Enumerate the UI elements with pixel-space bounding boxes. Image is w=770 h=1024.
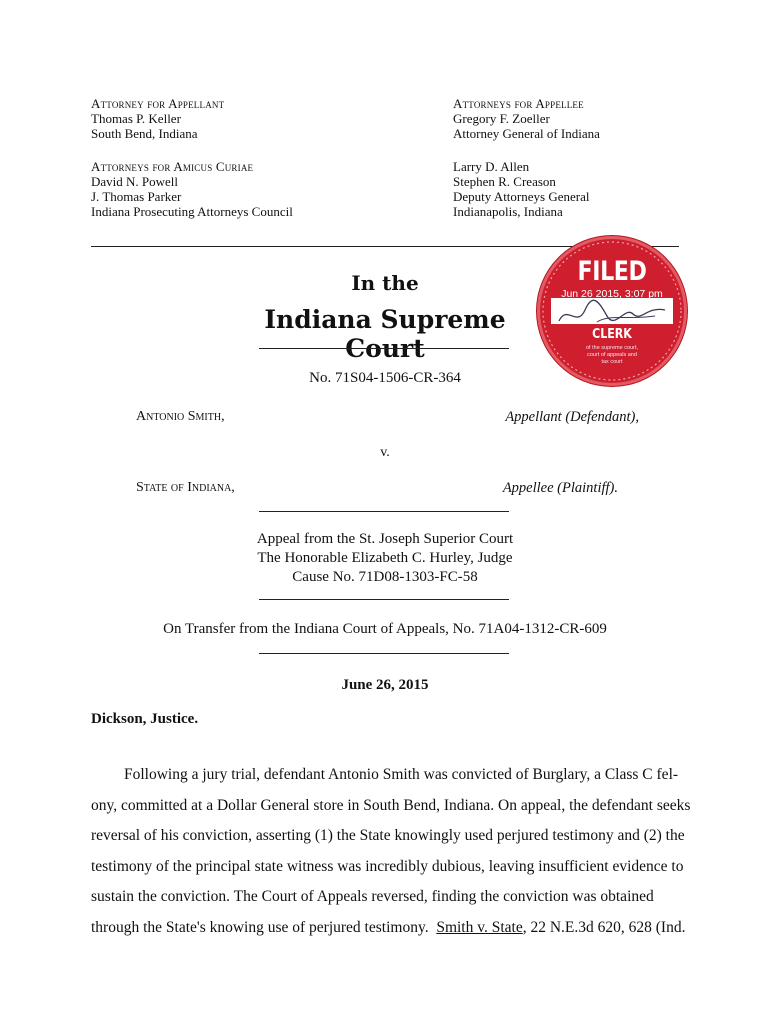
court-title-line1: In the (351, 271, 419, 295)
opinion-line: ony, committed at a Dollar General store in South Bend, Indiana. On appeal, the defendant seeks (91, 796, 691, 814)
deputy-line: Indianapolis, Indiana (453, 204, 563, 219)
clerk-caption (537, 345, 687, 366)
filed-stamp (537, 236, 687, 386)
appellee-attorney-line: Gregory F. Zoeller (453, 111, 550, 126)
appellee-name: State of Indiana, (136, 480, 235, 495)
appellant-heading: Attorney for Appellant (91, 96, 225, 111)
clerk-caption-line: court of appeals and (587, 352, 637, 358)
opinion-line-text: , 22 N.E.3d 620, 628 (Ind. (522, 918, 686, 936)
case-number: No. 71S04-1506-CR-364 (309, 370, 461, 386)
opinion-paragraph (91, 760, 691, 943)
amicus-line: David N. Powell (91, 174, 179, 189)
appellee-role: Appellee (Plaintiff). (502, 480, 618, 496)
attorney-for-appellant-block (91, 96, 224, 141)
appellee-attorney-line: Attorney General of Indiana (453, 126, 600, 141)
clerk-label: CLERK (592, 327, 632, 342)
appellant-name: Antonio Smith, (136, 409, 225, 424)
decision-date: June 26, 2015 (341, 677, 429, 693)
opinion-line-text: through the State's knowing use of perjured testimony. (91, 918, 437, 936)
appellee-heading: Attorneys for Appellee (453, 96, 584, 111)
deputy-attorneys-block (453, 159, 589, 219)
opinion-line: testimony of the principal state witness was incredibly dubious, leaving insufficient evidence to (91, 857, 684, 875)
appeal-divider (259, 599, 509, 600)
versus: v. (380, 445, 390, 460)
filed-date: Jun 26 2015, 3:07 pm (561, 288, 663, 300)
appeal-judge-line: The Honorable Elizabeth C. Hurley, Judge (257, 550, 513, 566)
appeal-info (0, 530, 770, 587)
opinion-line (91, 913, 691, 944)
appeal-cause-line: Cause No. 71D08-1303-FC-58 (292, 569, 478, 585)
title-underline (259, 348, 509, 349)
deputy-line: Larry D. Allen (453, 159, 530, 174)
transfer-divider (259, 653, 509, 654)
attorneys-for-appellee-block (453, 96, 600, 141)
clerk-caption-line: of the supreme court, (586, 345, 638, 351)
court-title-line2: Indiana Supreme Court (264, 305, 506, 363)
deputy-line: Deputy Attorneys General (453, 189, 590, 204)
opinion-line: reversal of his conviction, asserting (1) the State knowingly used perjured testimony and (2) the (91, 827, 685, 844)
amicus-block (91, 159, 293, 219)
opinion-line: Following a jury trial, defendant Antonio Smith was convicted of Burglary, a Class C fel- (124, 766, 679, 783)
deputy-line: Stephen R. Creason (453, 174, 556, 189)
appellant-attorney-city: South Bend, Indiana (91, 126, 198, 141)
opinion-author: Dickson, Justice. (91, 711, 199, 727)
filed-label: FILED (577, 256, 647, 287)
amicus-heading: Attorneys for Amicus Curiae (91, 159, 254, 174)
clerk-caption-line: tax court (601, 359, 623, 365)
case-citation: Smith v. State (436, 918, 523, 936)
transfer-line: On Transfer from the Indiana Court of Appeals, No. 71A04-1312-CR-609 (163, 621, 607, 637)
appellant-attorney-name: Thomas P. Keller (91, 111, 181, 126)
parties-divider (259, 511, 509, 512)
opinion-line: sustain the conviction. The Court of Appeals reversed, finding the conviction was obtained (91, 888, 654, 905)
amicus-line: Indiana Prosecuting Attorneys Council (91, 204, 293, 219)
amicus-line: J. Thomas Parker (91, 189, 182, 204)
appellant-role: Appellant (Defendant), (505, 409, 639, 425)
appeal-court-line: Appeal from the St. Joseph Superior Court (256, 531, 514, 547)
